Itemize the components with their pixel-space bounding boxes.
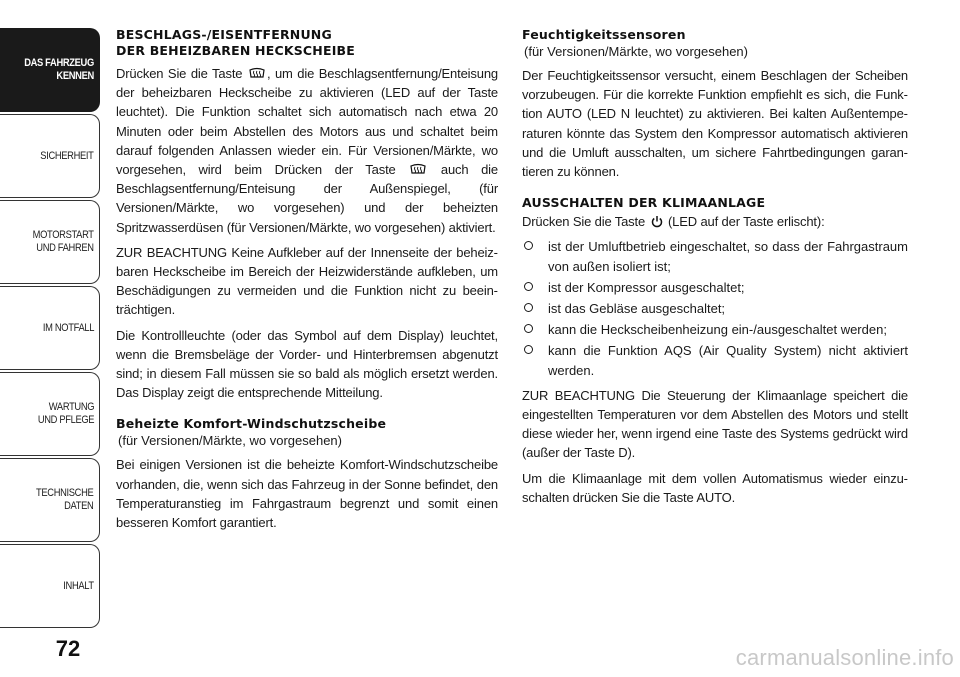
paragraph: Die Kontrollleuchte (oder das Symbol auf dem Display) leuchtet, wenn die Bremsbeläge der Vorder- und Hinterbremsen abgenutzt sind; in diesem Fall müssen sie so bald als möglich ersetzt werden. Das Display zeigt die entsprechende Mitteilung. bbox=[116, 327, 498, 401]
paragraph: Bei einigen Versionen ist die beheizte Komfort-Windschutzscheibe vorhanden, die, wenn sich das Fahrzeug in der Sonne befindet, den Temperaturanstieg im Fahrgastraum begrenzt und somit einen besseren Komfort garantiert. bbox=[116, 457, 498, 531]
paragraph: ZUR BEACHTUNG Keine Aufkleber auf der Innenseite der beheizbaren Heckscheibe im Bereich der Heizwiderstände aufkleben, um Beschädigungen zu vermeiden und die Funktion nicht zu beeinträchtigen. bbox=[116, 244, 498, 318]
tab-im-notfall[interactable] bbox=[0, 286, 100, 370]
text: ist der Umluftbetrieb eingeschaltet, so dass der Fahrgastraum von außen isoliert ist; bbox=[548, 239, 908, 274]
rear-window-defrost-icon bbox=[410, 163, 426, 176]
tab-wartung-und-pflege[interactable] bbox=[0, 372, 100, 456]
text: ist der Kompressor ausgeschaltet; bbox=[548, 279, 745, 295]
section-heading-komfort-windschutzscheibe: Beheizte Komfort-Windschutzscheibe bbox=[116, 416, 387, 432]
right-column bbox=[522, 27, 908, 513]
tab-inhalt[interactable] bbox=[0, 544, 100, 628]
text: auch die Beschlagsentfernung/Enteisung der Außenspiegel, (für Versionen/Märkte, wo vorgesehen) und der beheizten Spritzwasserdüsen (für Versionen/Märkte, wo vorgesehen) aktiviert. bbox=[116, 162, 498, 235]
list-item bbox=[522, 299, 908, 318]
circle-bullet-icon bbox=[524, 303, 533, 312]
section-heading-beschlagsentfernung bbox=[116, 27, 498, 59]
text: Drücken Sie die Taste bbox=[522, 214, 649, 230]
tab-label: WARTUNG UND PFLEGE bbox=[37, 401, 94, 426]
paragraph bbox=[116, 64, 498, 237]
heading-line: DER BEHEIZBAREN HECKSCHEIBE bbox=[116, 43, 356, 58]
paragraph: ZUR BEACHTUNG Die Steuerung der Klimaanlage speichert die eingestellten Temperaturen vor dem Abstellen des Motors und stellt diese wieder her, wenn irgend eine Taste des Systems gedrückt wird (außer der Taste D). bbox=[522, 387, 908, 461]
text: (LED auf der Taste erlischt): bbox=[664, 214, 825, 230]
paragraph: Der Feuchtigkeitssensor versucht, einem Beschlagen der Scheiben vorzubeugen. Für die korrekte Funktion empfiehlt es sich, die Funktion AUTO (LED N leuchtet) zu aktivieren. Bei kalten Außentemperaturen könnte das System den Kompressor automatisch aktivieren und die Umluft ausschalten, um sichere Fahrtbedingungen garantieren zu können. bbox=[522, 68, 908, 180]
text: , um die Beschlagsentfernung/Enteisung der beheizbaren Heckscheibe zu aktivieren (LED auf der Taste leuchtet). Die Funktion schaltet sich automatisch nach etwa 20 Minuten oder beim Abstellen des Motors aus und schaltet beim darauf folgenden Anlassen wieder ein. Für Versionen/Märkte, wo vorgesehen, wird beim Drücken der Taste bbox=[116, 66, 498, 178]
tab-label: TECHNISCHE DATEN bbox=[36, 487, 94, 512]
list-item bbox=[522, 320, 908, 339]
rear-window-defrost-icon bbox=[249, 67, 265, 80]
tab-das-fahrzeug-kennen[interactable] bbox=[0, 28, 100, 112]
circle-bullet-icon bbox=[524, 345, 533, 354]
tab-label: MOTORSTART UND FAHREN bbox=[32, 229, 94, 254]
tab-label: SICHERHEIT bbox=[40, 149, 94, 162]
text: kann die Heckscheibenheizung ein-/ausgeschaltet werden; bbox=[548, 322, 887, 338]
section-heading-ausschalten: AUSSCHALTEN DER KLIMAANLAGE bbox=[522, 195, 766, 211]
power-off-icon bbox=[651, 215, 663, 228]
left-column bbox=[116, 27, 498, 538]
circle-bullet-icon bbox=[524, 241, 533, 250]
bullet-list bbox=[522, 237, 908, 379]
text: Drücken Sie die Taste bbox=[116, 66, 247, 81]
circle-bullet-icon bbox=[524, 324, 533, 333]
list-item bbox=[522, 278, 908, 297]
paragraph: Um die Klimaanlage mit dem vollen Automatismus wieder einzuschalten drücken Sie die Taste AUTO. bbox=[522, 470, 908, 505]
section-subheading: (für Versionen/Märkte, wo vorgesehen) bbox=[118, 433, 342, 449]
circle-bullet-icon bbox=[524, 282, 533, 291]
page-number: 72 bbox=[55, 636, 81, 661]
list-item bbox=[522, 237, 908, 275]
text: kann die Funktion AQS (Air Quality System) nicht aktiviert werden. bbox=[548, 343, 908, 378]
list-item bbox=[522, 341, 908, 379]
watermark: carmanualsonline.info bbox=[735, 645, 954, 670]
tab-label: DAS FAHRZEUG KENNEN bbox=[24, 57, 94, 82]
tab-sicherheit[interactable] bbox=[0, 114, 100, 198]
tab-label: INHALT bbox=[63, 579, 94, 592]
text: ist das Gebläse ausgeschaltet; bbox=[548, 301, 726, 317]
paragraph bbox=[522, 212, 908, 231]
tab-technische-daten[interactable] bbox=[0, 458, 100, 542]
section-subheading: (für Versionen/Märkte, wo vorgesehen) bbox=[524, 44, 748, 59]
tab-motorstart-und-fahren[interactable] bbox=[0, 200, 100, 284]
heading-line: BESCHLAGS-/EISENTFERNUNG bbox=[116, 27, 332, 42]
tab-label: IM NOTFALL bbox=[42, 321, 94, 334]
section-heading-feuchtigkeitssensoren: Feuchtigkeitssensoren bbox=[522, 27, 686, 42]
